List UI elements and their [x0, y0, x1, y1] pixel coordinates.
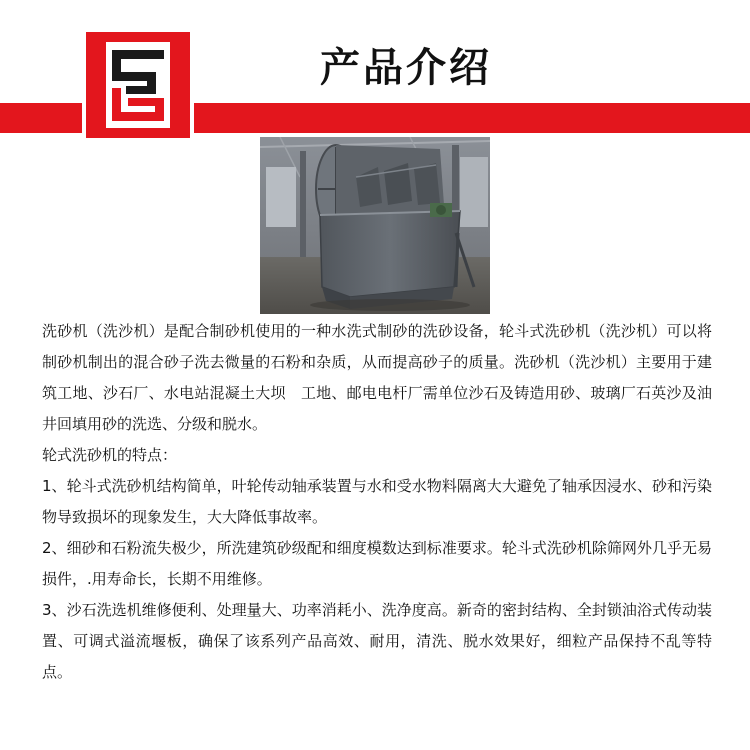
features-heading: 轮式洗砂机的特点： [42, 446, 178, 464]
product-description [42, 316, 712, 688]
page-title: 产品介绍 [320, 45, 492, 91]
feature-item-1: 1、轮斗式洗砂机结构简单，叶轮传动轴承装置与水和受水物料隔离大大避免了轴承因浸水、砂和污染物导致损坏的现象发生，大大降低事故率。 [42, 477, 712, 526]
hc-monogram-logo-icon [82, 30, 194, 142]
feature-item-2: 2、细砂和石粉流失极少，所洗建筑砂级配和细度模数达到标准要求。轮斗式洗砂机除筛网外几乎无易损件，.用寿命长，长期不用维修。 [42, 539, 712, 588]
page-header [0, 0, 750, 140]
intro-paragraph: 洗砂机（洗沙机）是配合制砂机使用的一种水洗式制砂的洗砂设备，轮斗式洗砂机（洗沙机）可以将制砂机制出的混合砂子洗去微量的石粉和杂质，从而提高砂子的质量。洗砂机（洗沙机）主要用于建筑工地、沙石厂、水电站混凝土大坝 工地、邮电电杆厂需单位沙石及铸造用砂、玻璃厂石英沙及油井回填用砂的洗选、分级和脱水。 [42, 322, 712, 433]
feature-item-3: 3、沙石洗选机维修便利、处理量大、功率消耗小、洗净度高。新奇的密封结构、全封锁油浴式传动装置、可调式溢流堰板，确保了该系列产品高效、耐用，清洗、脱水效果好，细粒产品保持不乱等特点。 [42, 601, 712, 681]
sand-washer-machine-photo [260, 137, 490, 314]
